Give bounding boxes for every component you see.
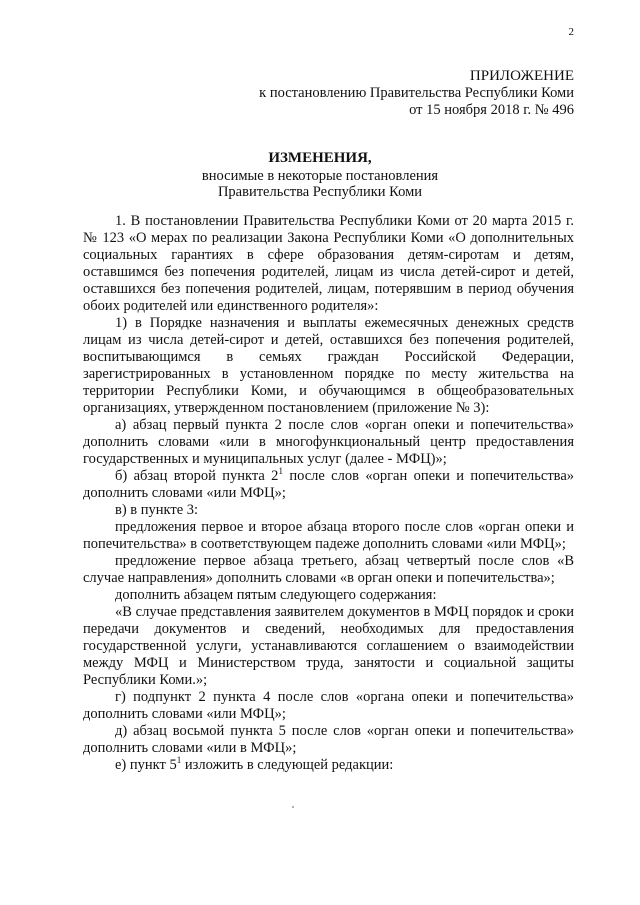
- paragraph: предложение первое абзаца третьего, абзац четвертый после слов «В случае направления» дополнить словами «в орган опеки и попечительства»;: [83, 553, 574, 586]
- appendix-line-2: от 15 ноября 2018 г. № 496: [409, 102, 574, 118]
- document-body: [83, 213, 574, 774]
- appendix-header: [259, 68, 574, 119]
- paragraph: д) абзац восьмой пункта 5 после слов «орган опеки и попечительства» дополнить словами «или в МФЦ»;: [83, 723, 574, 756]
- superscript: 1: [278, 466, 283, 476]
- paragraph-text: после слов «орган опеки и попечительства» дополнить словами «или МФЦ»;: [83, 468, 575, 501]
- paragraph: 1. В постановлении Правительства Республики Коми от 20 марта 2015 г. № 123 «О мерах по реализации Закона Республики Коми «О дополнительных социальных гарантиях в сфере образования детям-сиротам и детям, оставшимся без попечения родителей, лицам из числа детей-сирот и детей, оставшихся без попечения родителей, лицам, потерявшим в период обучения обоих родителей или единственного родителя»:: [83, 213, 574, 314]
- paragraph: [83, 468, 574, 502]
- scan-speck: [292, 806, 294, 808]
- document-title-block: [0, 150, 640, 200]
- paragraph: дополнить абзацем пятым следующего содержания:: [115, 587, 437, 603]
- paragraph: «В случае представления заявителем документов в МФЦ порядок и сроки передачи документов и сведений, необходимых для предоставления государственной услуги, устанавливаются соглашением о взаимодействии между МФЦ и Министерством труда, занятости и социальной защиты Республики Коми.»;: [83, 604, 574, 688]
- appendix-heading: ПРИЛОЖЕНИЕ: [469, 68, 574, 84]
- page-number: 2: [568, 26, 574, 38]
- paragraph: г) подпункт 2 пункта 4 после слов «органа опеки и попечительства» дополнить словами «или МФЦ»;: [83, 689, 574, 722]
- paragraph-text: е) пункт 5: [115, 757, 177, 773]
- paragraph: а) абзац первый пункта 2 после слов «орган опеки и попечительства» дополнить словами «или в многофункциональный центр предоставления государственных и муниципальных услуг (далее - МФЦ)»;: [83, 417, 574, 467]
- document-title: ИЗМЕНЕНИЯ,: [268, 150, 372, 166]
- document-subtitle-2: Правительства Республики Коми: [217, 184, 423, 200]
- paragraph: предложения первое и второе абзаца второго после слов «орган опеки и попечительства» в соответствующем падеже дополнить словами «или МФЦ»;: [83, 519, 574, 552]
- superscript: 1: [176, 755, 182, 765]
- paragraph-text: б) абзац второй пункта 2: [115, 468, 279, 484]
- paragraph-text: изложить в следующей редакции:: [181, 757, 394, 773]
- paragraph: 1) в Порядке назначения и выплаты ежемесячных денежных средств лицам из числа детей-сирот и детей, оставшихся без попечения родителей, воспитывающимся в семьях граждан Российской Федерации, зарегистрированных в установленном порядке по месту жительства на территории Республики Коми, и обучающимся в общеобразовательных организациях, утвержденном постановлением (приложение № 3):: [83, 315, 574, 416]
- document-subtitle-1: вносимые в некоторые постановления: [201, 168, 439, 184]
- paragraph: [83, 757, 574, 774]
- appendix-line-1: к постановлению Правительства Республики Коми: [259, 85, 574, 101]
- paragraph: в) в пункте 3:: [115, 502, 199, 518]
